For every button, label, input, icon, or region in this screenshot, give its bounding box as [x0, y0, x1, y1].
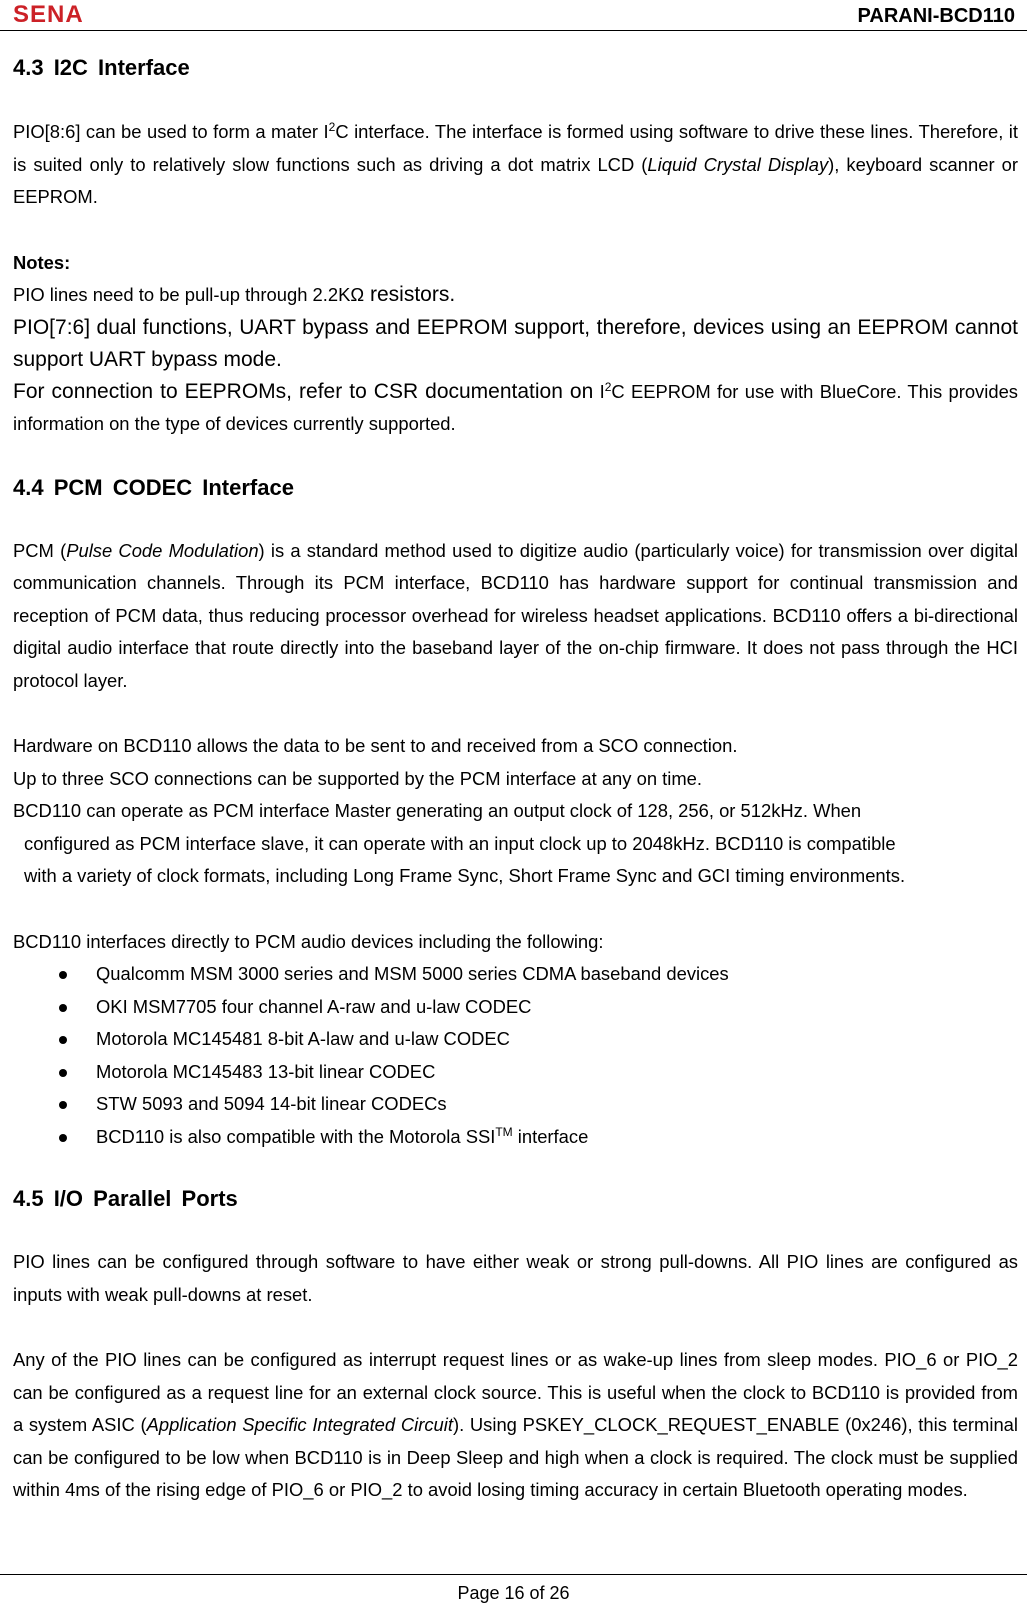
bullet-icon: [59, 1134, 67, 1142]
list-item-text: Qualcomm MSM 3000 series and MSM 5000 series CDMA baseband devices: [96, 963, 729, 984]
sena-logo: SENA: [13, 1, 84, 28]
paragraph-line: configured as PCM interface slave, it can operate with an input clock up to 2048kHz. BCD110 is compatible: [24, 832, 896, 854]
section-4-3: [13, 55, 1018, 441]
device-list: [13, 958, 1018, 1153]
superscript: 2: [604, 379, 612, 394]
list-item: [13, 1088, 1018, 1121]
page-content: [13, 55, 1018, 1507]
text: PIO lines need to be pull-up through 2.2KΩ: [13, 284, 365, 305]
list-item-text: BCD110 is also compatible with the Motorola SSI: [96, 1125, 496, 1147]
paragraph: PIO lines can be configured through software to have either weak or strong pull-downs. All PIO lines are configured as inputs with weak pull-downs at reset.: [13, 1251, 1018, 1305]
paragraph-line: with a variety of clock formats, including Long Frame Sync, Short Frame Sync and GCI timing environments.: [24, 865, 906, 886]
paragraph: [13, 1344, 1018, 1507]
bullet-icon: [59, 1036, 67, 1044]
document-id: PARANI-BCD110: [857, 5, 1015, 27]
text: C EEPROM for use with BlueCore. This provides information on the type of devices currently supported.: [13, 380, 1018, 434]
text: PIO[8:6] can be used to form a mater I: [13, 121, 329, 142]
page-number: Page 16 of 26: [457, 1583, 570, 1603]
section-title: 4.5 I/O Parallel Ports: [13, 1186, 238, 1211]
italic-text: Pulse Code Modulation: [66, 539, 259, 561]
note-3: [13, 376, 1018, 441]
text: Any of the PIO lines can be configured as interrupt request lines or as wake-up lines from sleep modes. PIO_6 or PIO_2 can be configured as a request line for an external clock source. This is useful when the clock to BCD110 is provided from a system ASIC (: [13, 1349, 1018, 1435]
section-4-5: [13, 1186, 1018, 1507]
notes-title: [13, 247, 1018, 280]
list-item-text: interface: [512, 1125, 589, 1147]
page-footer: [0, 1574, 1027, 1604]
list-item-text: Motorola MC145483 13-bit linear CODEC: [96, 1060, 436, 1082]
text: ), keyboard scanner or EEPROM.: [13, 153, 1018, 207]
superscript: 2: [328, 119, 336, 134]
paragraph: Up to three SCO connections can be supported by the PCM interface at any on time.: [13, 767, 703, 789]
paragraph: [13, 116, 1018, 214]
list-item: [13, 1056, 1018, 1089]
text: resistors.: [364, 283, 456, 306]
bullet-icon: [59, 1004, 67, 1012]
paragraph: BCD110 interfaces directly to PCM audio devices including the following:: [13, 930, 604, 952]
list-item-text: STW 5093 and 5094 14-bit linear CODECs: [96, 1093, 447, 1114]
text: I: [593, 380, 605, 402]
text: ). Using PSKEY_CLOCK_REQUEST_ENABLE (0x246), this terminal can be configured to be low when BCD110 is in Deep Sleep and high when a clock is required. The clock must be supplied within 4ms of the rising edge of PIO_6 or PIO_2 to avoid losing timing accuracy in certain Bluetooth operating modes.: [13, 1414, 1018, 1500]
section-title: 4.4 PCM CODEC Interface: [13, 474, 294, 500]
section-4-4: [13, 475, 1018, 1154]
text: ) is a standard method used to digitize audio (particularly voice) for transmission over digital communication channels. Through its PCM interface, BCD110 has hardware support for continual transmission and reception of PCM data, thus reducing processor overhead for wireless headset applications. BCD110 offers a bi-directional digital audio interface that route directly into the baseband layer of the on-chip firmware. It does not pass through the HCI protocol layer.: [13, 539, 1018, 691]
note-2: PIO[7:6] dual functions, UART bypass and EEPROM support, therefore, devices using an EEPROM cannot support UART bypass mode.: [13, 315, 1018, 371]
italic-text: Application Specific Integrated Circuit: [146, 1414, 453, 1435]
paragraph: [13, 535, 1018, 698]
bullet-icon: [59, 1069, 67, 1077]
bullet-icon: [59, 1101, 67, 1109]
text: PCM (: [13, 539, 67, 561]
superscript: TM: [495, 1124, 513, 1139]
paragraph: Hardware on BCD110 allows the data to be sent to and received from a SCO connection.: [13, 735, 738, 756]
bullet-icon: [59, 971, 67, 979]
list-item-text: Motorola MC145481 8-bit A-law and u-law CODEC: [96, 1028, 510, 1049]
section-title: 4.3 I2C Interface: [13, 55, 190, 80]
page-header: [0, 0, 1027, 31]
paragraph-first-line: BCD110 can operate as PCM interface Master generating an output clock of 128, 256, or 512kHz. When: [13, 800, 862, 821]
list-item: [13, 1023, 1018, 1056]
note-1: [13, 279, 1018, 312]
text: For connection to EEPROMs, refer to CSR documentation on: [13, 379, 594, 403]
italic-text: Liquid Crystal Display: [647, 153, 829, 175]
bold-text: Notes:: [13, 251, 71, 273]
list-item: [13, 991, 1018, 1024]
list-item: [13, 1121, 1018, 1154]
list-item: [13, 958, 1018, 991]
text: C interface. The interface is formed using software to drive these lines. Therefore, it is suited only to relatively slow functions such as driving a dot matrix LCD (: [13, 121, 1018, 175]
list-item-text: OKI MSM7705 four channel A-raw and u-law CODEC: [96, 995, 532, 1017]
